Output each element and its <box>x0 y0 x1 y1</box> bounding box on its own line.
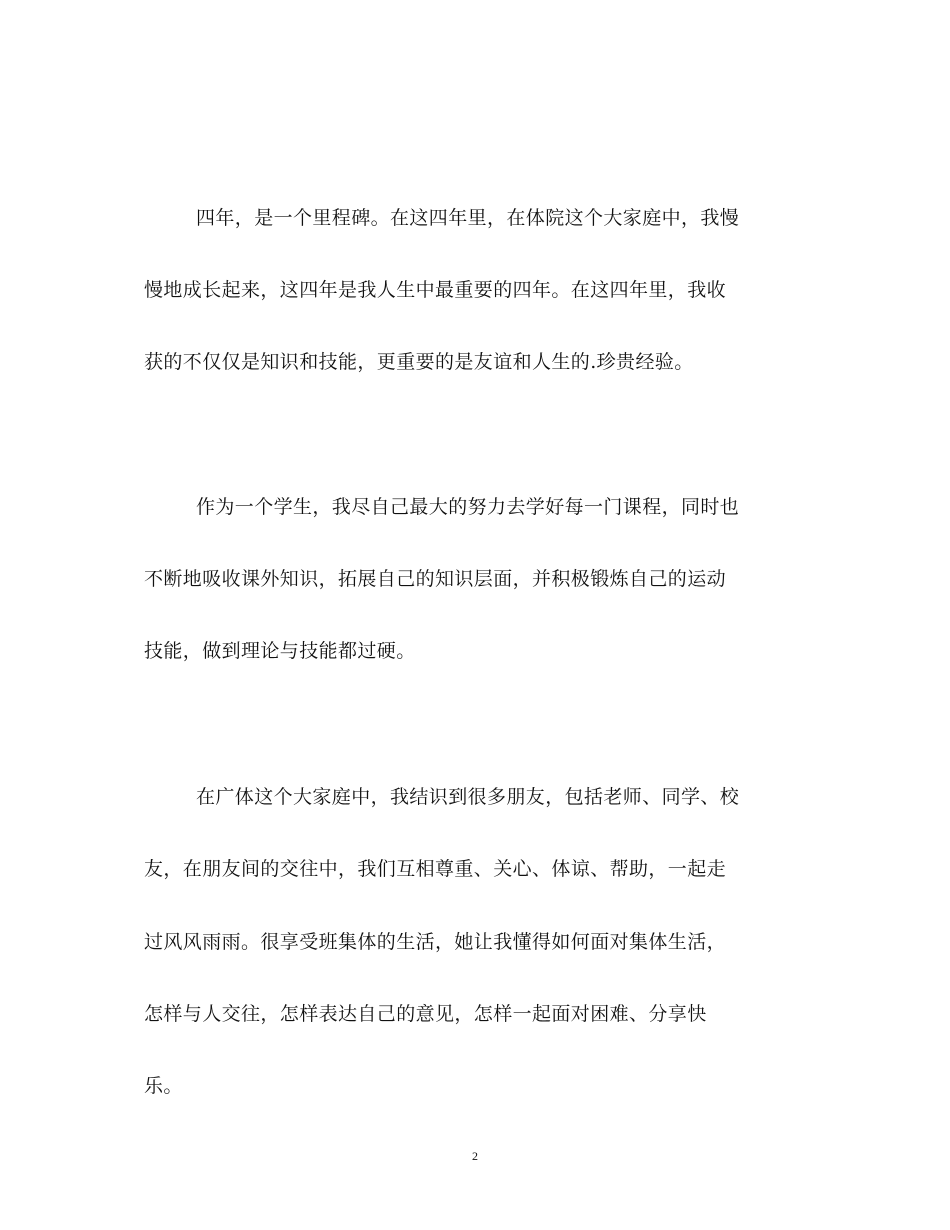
paragraph-line: 乐。 <box>144 1075 183 1097</box>
paragraph-line: 作为一个学生，我尽自己最大的努力去学好每一门课程，同时也 <box>196 496 740 518</box>
paragraph-line: 在广体这个大家庭中，我结识到很多朋友，包括老师、同学、校 <box>196 786 740 808</box>
paragraph-line: 慢地成长起来，这四年是我人生中最重要的四年。在这四年里，我收 <box>144 279 727 301</box>
paragraph-line: 四年，是一个里程碑。在这四年里，在体院这个大家庭中，我慢 <box>196 207 740 229</box>
paragraph-line: 过风风雨雨。很享受班集体的生活，她让我懂得如何面对集体生活， <box>144 931 727 953</box>
page-number: 2 <box>472 1149 478 1163</box>
paragraph-line: 不断地吸收课外知识，拓展自己的知识层面，并积极锻炼自己的运动 <box>144 568 727 590</box>
paragraph-line: 技能，做到理论与技能都过硬。 <box>144 640 416 662</box>
paragraph-line: 怎样与人交往，怎样表达自己的意见，怎样一起面对困难、分享快 <box>144 1003 707 1025</box>
paragraph-line: 友，在朋友间的交往中，我们互相尊重、关心、体谅、帮助，一起走 <box>144 858 727 880</box>
paragraph-line: 获的不仅仅是知识和技能，更重要的是友谊和人生的.珍贵经验。 <box>144 351 694 373</box>
